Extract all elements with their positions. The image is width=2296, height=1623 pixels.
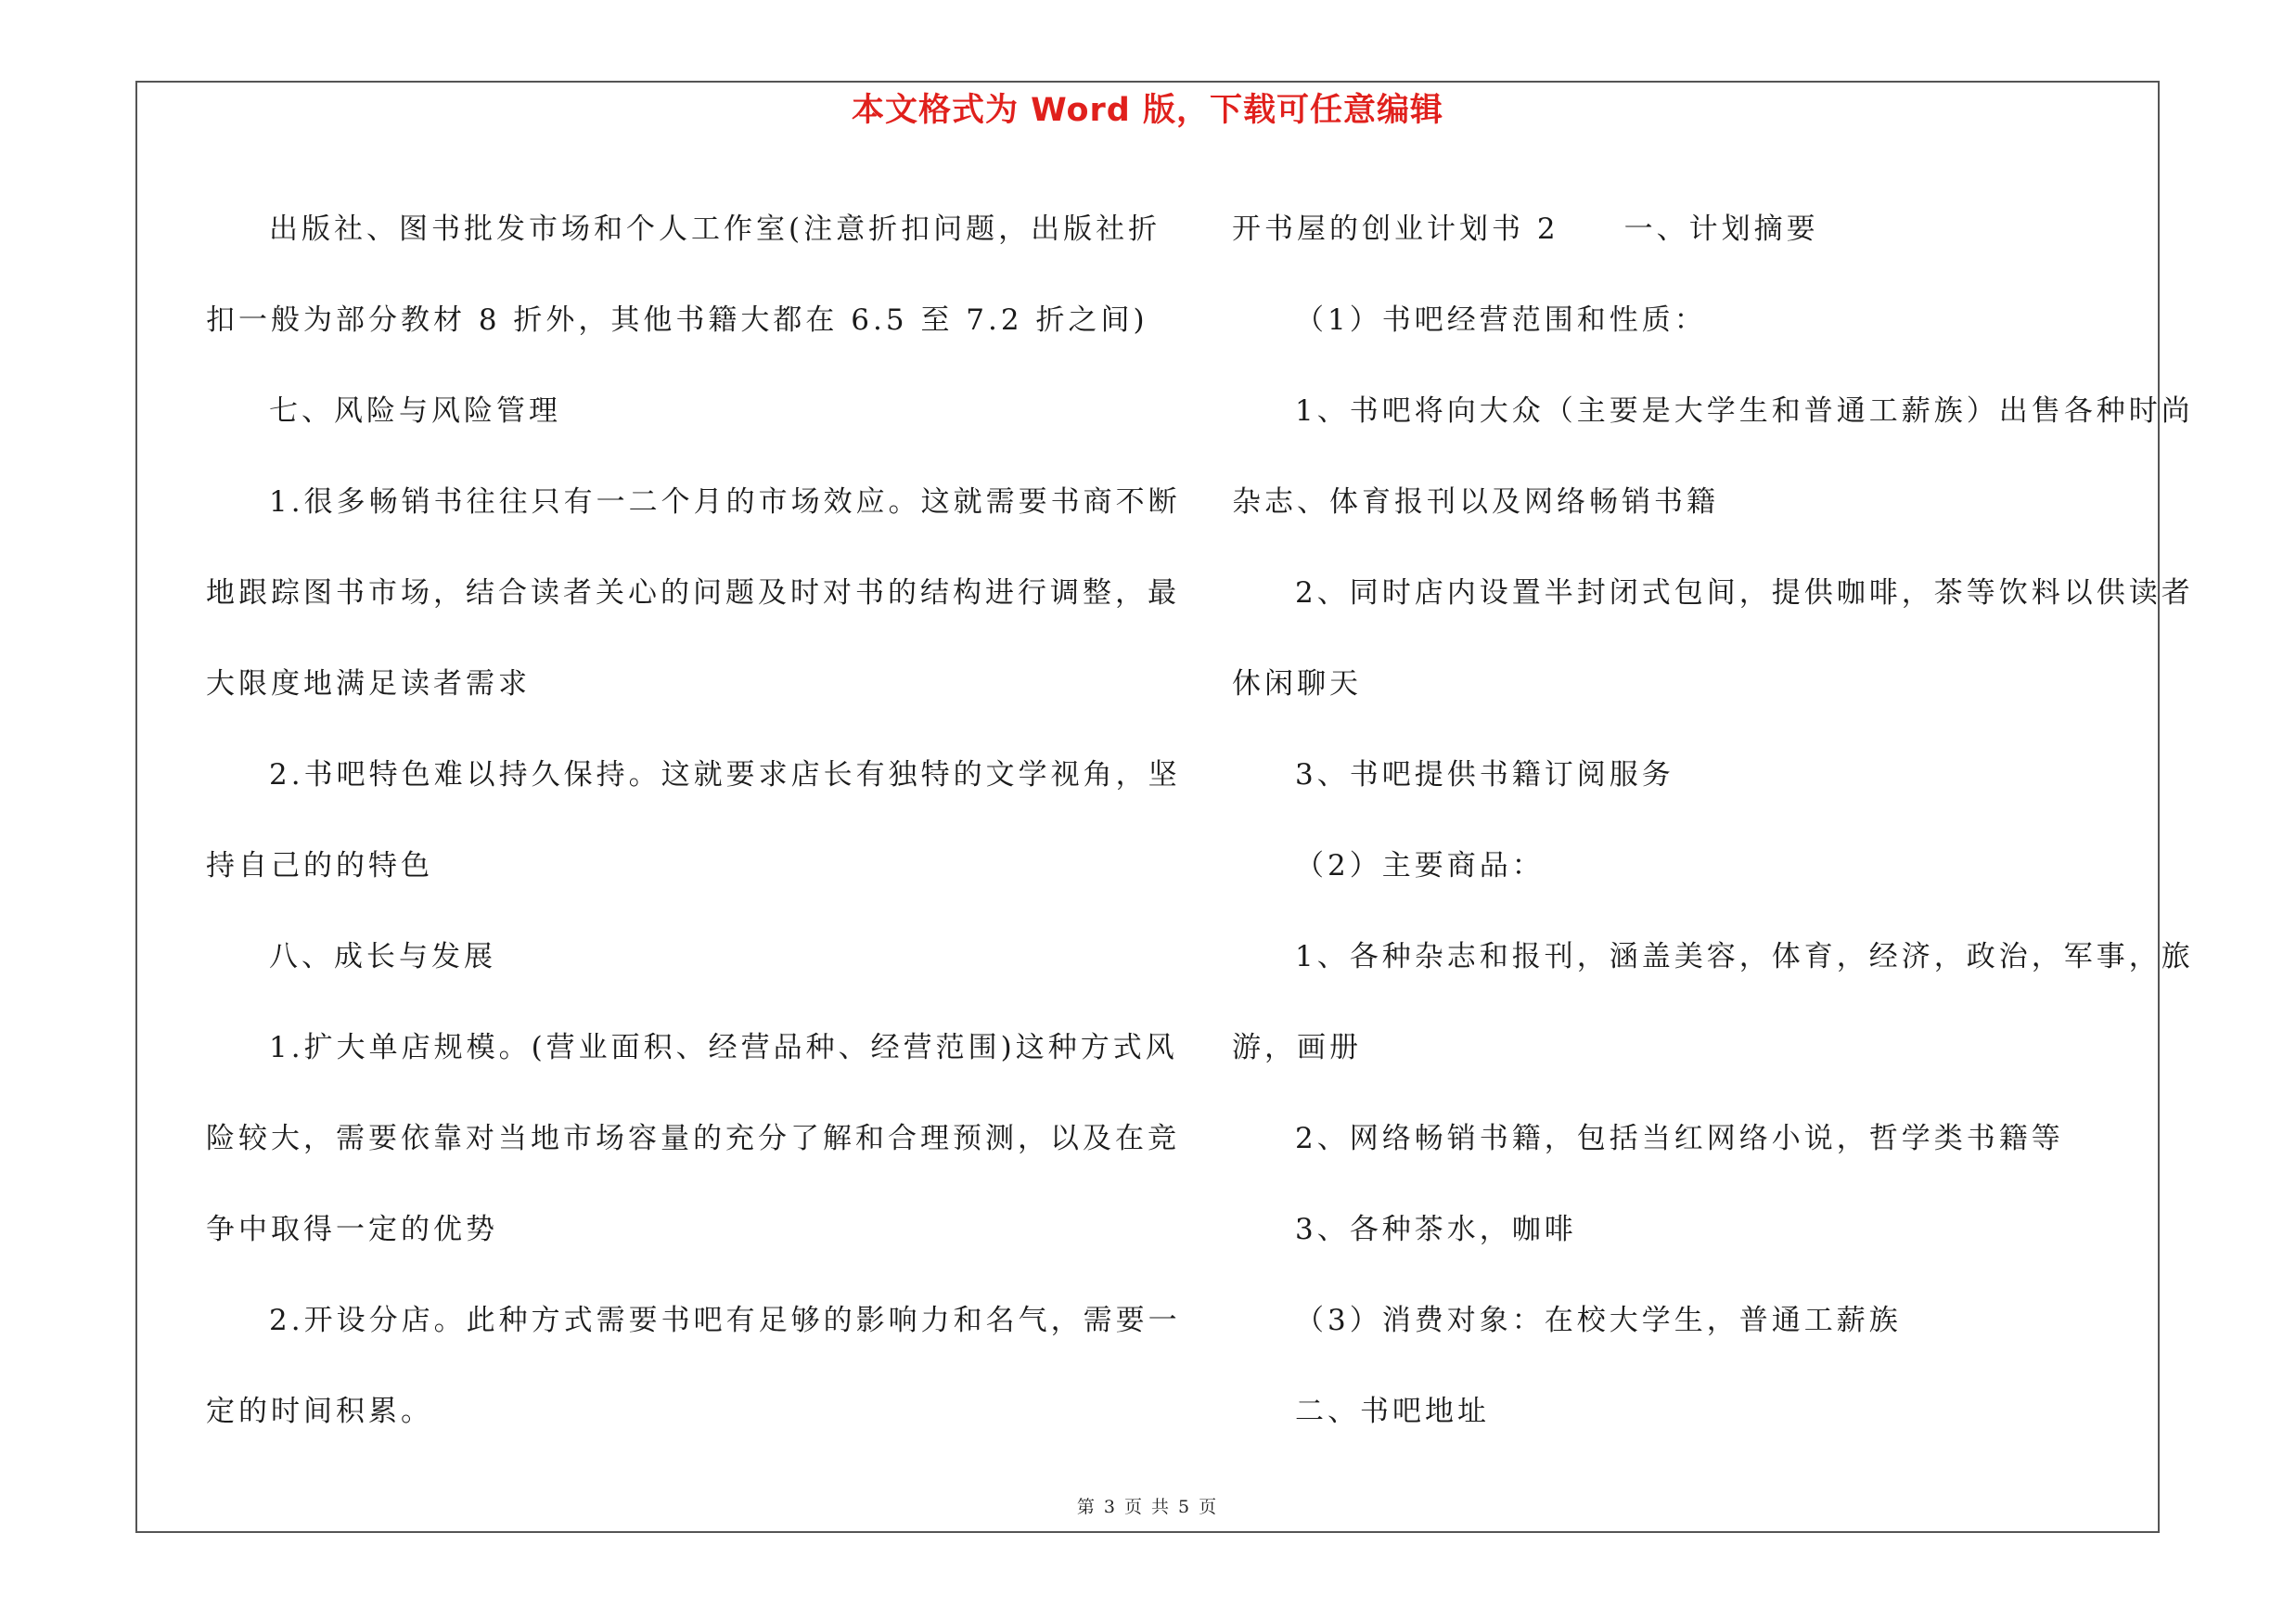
paragraph-line: 2.开设分店。此种方式需要书吧有足够的影响力和名气，需要一 — [269, 1304, 1181, 1337]
paragraph-line: 大限度地满足读者需求 — [206, 667, 531, 701]
paragraph-line: 1.很多畅销书往往只有一二个月的市场效应。这就需要书商不断 — [269, 485, 1181, 519]
section-heading-risk: 七、风险与风险管理 — [269, 394, 561, 428]
paragraph-line: 定的时间积累。 — [206, 1395, 433, 1428]
paragraph-line: 杂志、体育报刊以及网络畅销书籍 — [1232, 485, 1719, 519]
paragraph-line: 持自己的的特色 — [206, 849, 433, 882]
paragraph-line: 游，画册 — [1232, 1031, 1362, 1064]
paragraph-line: 1.扩大单店规模。(营业面积、经营品种、经营范围)这种方式风 — [269, 1031, 1178, 1064]
left-column — [206, 184, 1181, 1457]
paragraph-line: 争中取得一定的优势 — [206, 1213, 498, 1246]
section-heading-growth: 八、成长与发展 — [269, 940, 496, 973]
paragraph-line: 2.书吧特色难以持久保持。这就要求店长有独特的文学视角，坚 — [269, 758, 1181, 792]
paragraph-line: 出版社、图书批发市场和个人工作室(注意折扣问题，出版社折 — [269, 213, 1161, 246]
subsection-heading: （3）消费对象：在校大学生，普通工薪族 — [1295, 1304, 1902, 1337]
subsection-heading: （2）主要商品： — [1295, 849, 1545, 882]
word-format-banner: 本文格式为 Word 版，下载可任意编辑 — [851, 92, 1444, 129]
document-title-line: 开书屋的创业计划书 2 一、计划摘要 — [1232, 213, 1819, 246]
paragraph-line: 3、书吧提供书籍订阅服务 — [1295, 758, 1674, 792]
paragraph-line: 2、网络畅销书籍，包括当红网络小说，哲学类书籍等 — [1295, 1122, 2064, 1155]
paragraph-line: 2、同时店内设置半封闭式包间，提供咖啡，茶等饮料以供读者 — [1295, 576, 2194, 610]
section-heading-address: 二、书吧地址 — [1295, 1395, 1490, 1428]
paragraph-line: 扣一般为部分教材 8 折外，其他书籍大都在 6.5 至 7.2 折之间) — [206, 303, 1148, 337]
paragraph-line: 地跟踪图书市场，结合读者关心的问题及时对书的结构进行调整，最 — [206, 576, 1180, 610]
paragraph-line: 1、书吧将向大众（主要是大学生和普通工薪族）出售各种时尚 — [1295, 394, 2194, 428]
page-number-footer: 第 3 页 共 5 页 — [1076, 1497, 1219, 1517]
subsection-heading: （1）书吧经营范围和性质： — [1295, 303, 1707, 337]
right-column — [1232, 184, 2194, 1457]
paragraph-line: 1、各种杂志和报刊，涵盖美容，体育，经济，政治，军事，旅 — [1295, 940, 2194, 973]
paragraph-line: 险较大，需要依靠对当地市场容量的充分了解和合理预测，以及在竞 — [206, 1122, 1180, 1155]
paragraph-line: 3、各种茶水，咖啡 — [1295, 1213, 1577, 1246]
paragraph-line: 休闲聊天 — [1232, 667, 1362, 701]
